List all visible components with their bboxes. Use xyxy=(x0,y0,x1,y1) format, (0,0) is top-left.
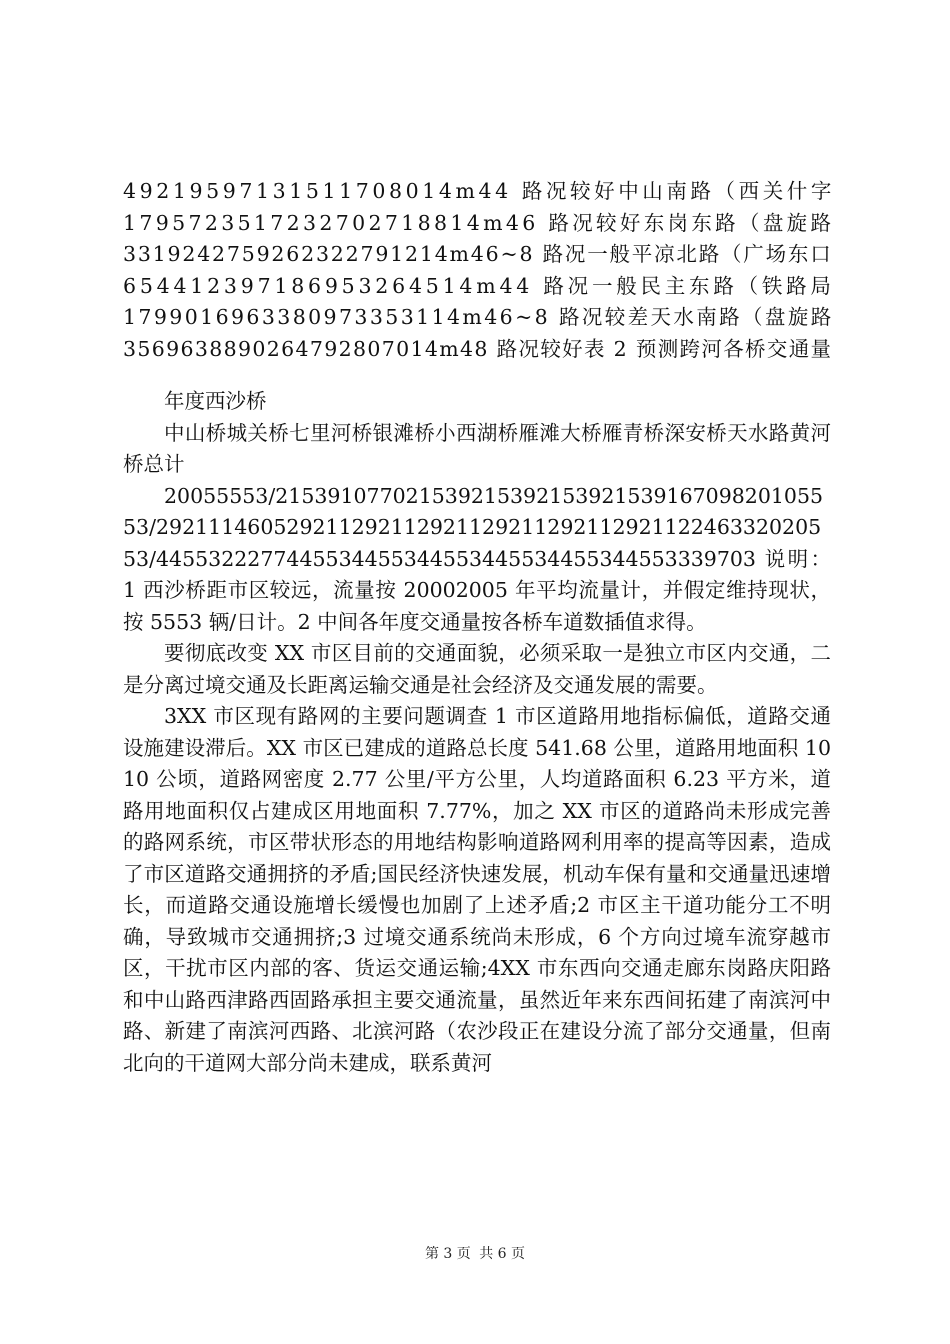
page-footer xyxy=(0,1243,950,1263)
page-number: 第 3 页 xyxy=(424,1246,471,1262)
table-line: 3569638890264792807014m48 路况较好表 2 预测跨河各桥交通量 xyxy=(123,336,833,361)
body-text xyxy=(123,386,831,1079)
table-line: 1799016963380973353114m46~8 路况较差天水南路（盘旋路 xyxy=(123,305,834,329)
paragraph-road-network-problems: 3XX 市区现有路网的主要问题调查 1 市区道路用地指标偏低，道路交通设施建设滞后。XX 市区已建成的道路总长度 541.68 公里，道路用地面积 1010 公顷，道路网密度 2.77 公里/平方公里，人均道路面积 6.23 平方米，道路用地面积仅占建成区用地面积 7.77%，加之 XX 市区的道路尚未形成完善的路网系统，市区带状形态的用地结构影响道路网利用率的提高等因素，造成了市区道路交通拥挤的矛盾;国民经济快速发展，机动车保有量和交通量迅速增长，而道路交通设施增长缓慢也加剧了上述矛盾;2 市区主干道功能分工不明确，导致城市交通拥挤;3 过境交通系统尚未形成，6 个方向过境车流穿越市区，干扰市区内部的客、货运交通运输;4XX 市东西向交通走廊东岗路庆阳路和中山路西津路西固路承担主要交通流量，虽然近年来东西间拓建了南滨河中路、新建了南滨河西路、北滨河路（农沙段正在建设分流了部分交通量，但南北向的干道网大部分尚未建成，联系黄河 xyxy=(123,704,831,1075)
paragraph-bridge-list: 中山桥城关桥七里河桥银滩桥小西湖桥雁滩大桥雁青桥深安桥天水路黄河桥总计 xyxy=(123,420,831,476)
paragraph-year-heading: 年度西沙桥 xyxy=(164,389,267,413)
paragraph-traffic-policy: 要彻底改变 XX 市区目前的交通面貌，必须采取一是独立市区内交通，二是分离过境交通及长距离运输交通是社会经济及交通发展的需要。 xyxy=(123,641,831,697)
table-line: 49219597131511708014m44 路况较好中山南路（西关什字 xyxy=(123,179,835,203)
page-total: 共 6 页 xyxy=(479,1246,526,1262)
table-line: 3319242759262322791214m46~8 路况一般平凉北路（广场东口 xyxy=(123,242,833,266)
road-condition-table-text xyxy=(123,176,835,365)
table-line: 1795723517232702718814m46 路况较好东岗东路（盘旋路 xyxy=(123,210,835,235)
paragraph-traffic-forecast: 20055553/21539107702153921539215392153916709820105553/29211146052921129211292112921129211292112246332020553/4455322277445534455344553445534455344553339703 说明：1 西沙桥距市区较远，流量按 20002005 年平均流量计，并假定维持现状，按 5553 辆/日计。2 中间各年度交通量按各桥车道数插值求得。 xyxy=(123,483,831,634)
table-line: 654412397186953264514m44 路况一般民主东路（铁路局 xyxy=(123,273,835,298)
